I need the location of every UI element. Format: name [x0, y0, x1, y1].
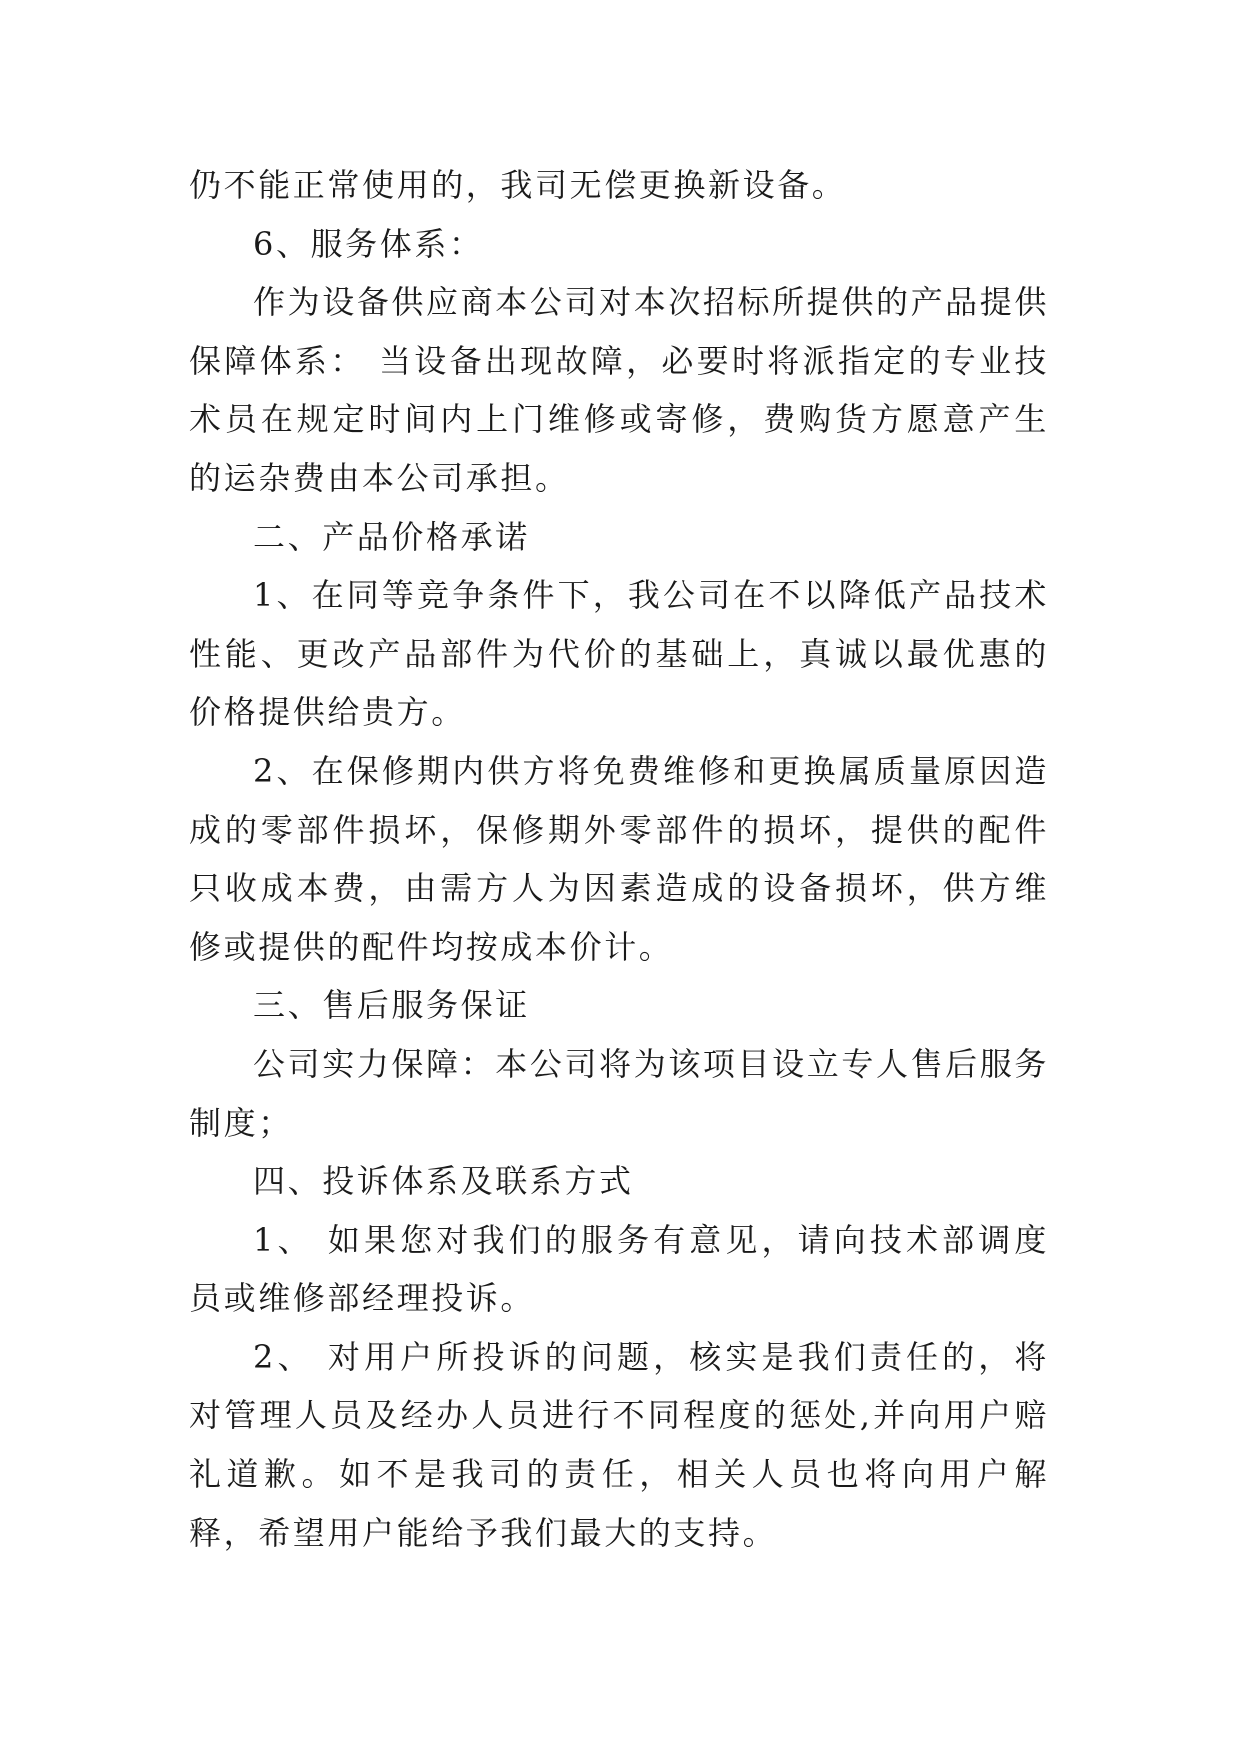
paragraph-complaint-item-2: 2、 对用户所投诉的问题，核实是我们责任的，将对管理人员及经办人员进行不同程度的惩处,并向用户赔礼道歉。如不是我司的责任，相关人员也将向用户解释，希望用户能给予我们最大的支持。 — [189, 1337, 1049, 1552]
paragraph-continuation: 仍不能正常使用的，我司无偿更换新设备。 — [189, 166, 847, 204]
section-heading-after-sales: 三、售后服务保证 — [253, 986, 530, 1025]
paragraph-service-system-heading: 6、服务体系： — [253, 224, 484, 263]
paragraph-price-item-2: 2、在保修期内供方将免费维修和更换属质量原因造成的零部件损坏，保修期外零部件的损坏，提供的配件只收成本费，由需方人为因素造成的设备损坏，供方维修或提供的配件均按成本价计。 — [189, 751, 1049, 966]
document-body — [189, 156, 1049, 1562]
paragraph-after-sales-body: 公司实力保障：本公司将为该项目设立专人售后服务制度； — [189, 1044, 1049, 1142]
paragraph-complaint-item-1: 1、 如果您对我们的服务有意见，请向技术部调度员或维修部经理投诉。 — [189, 1220, 1049, 1318]
paragraph-price-item-1: 1、在同等竞争条件下，我公司在不以降低产品技术性能、更改产品部件为代价的基础上，真诚以最优惠的价格提供给贵方。 — [189, 576, 1049, 732]
section-heading-complaints: 四、投诉体系及联系方式 — [253, 1162, 634, 1201]
paragraph-service-system-body: 作为设备供应商本公司对本次招标所提供的产品提供保障体系： 当设备出现故障，必要时将派指定的专业技术员在规定时间内上门维修或寄修，费购货方愿意产生的运杂费由本公司承担。 — [189, 283, 1049, 497]
section-heading-price-commitment: 二、产品价格承诺 — [253, 517, 530, 556]
